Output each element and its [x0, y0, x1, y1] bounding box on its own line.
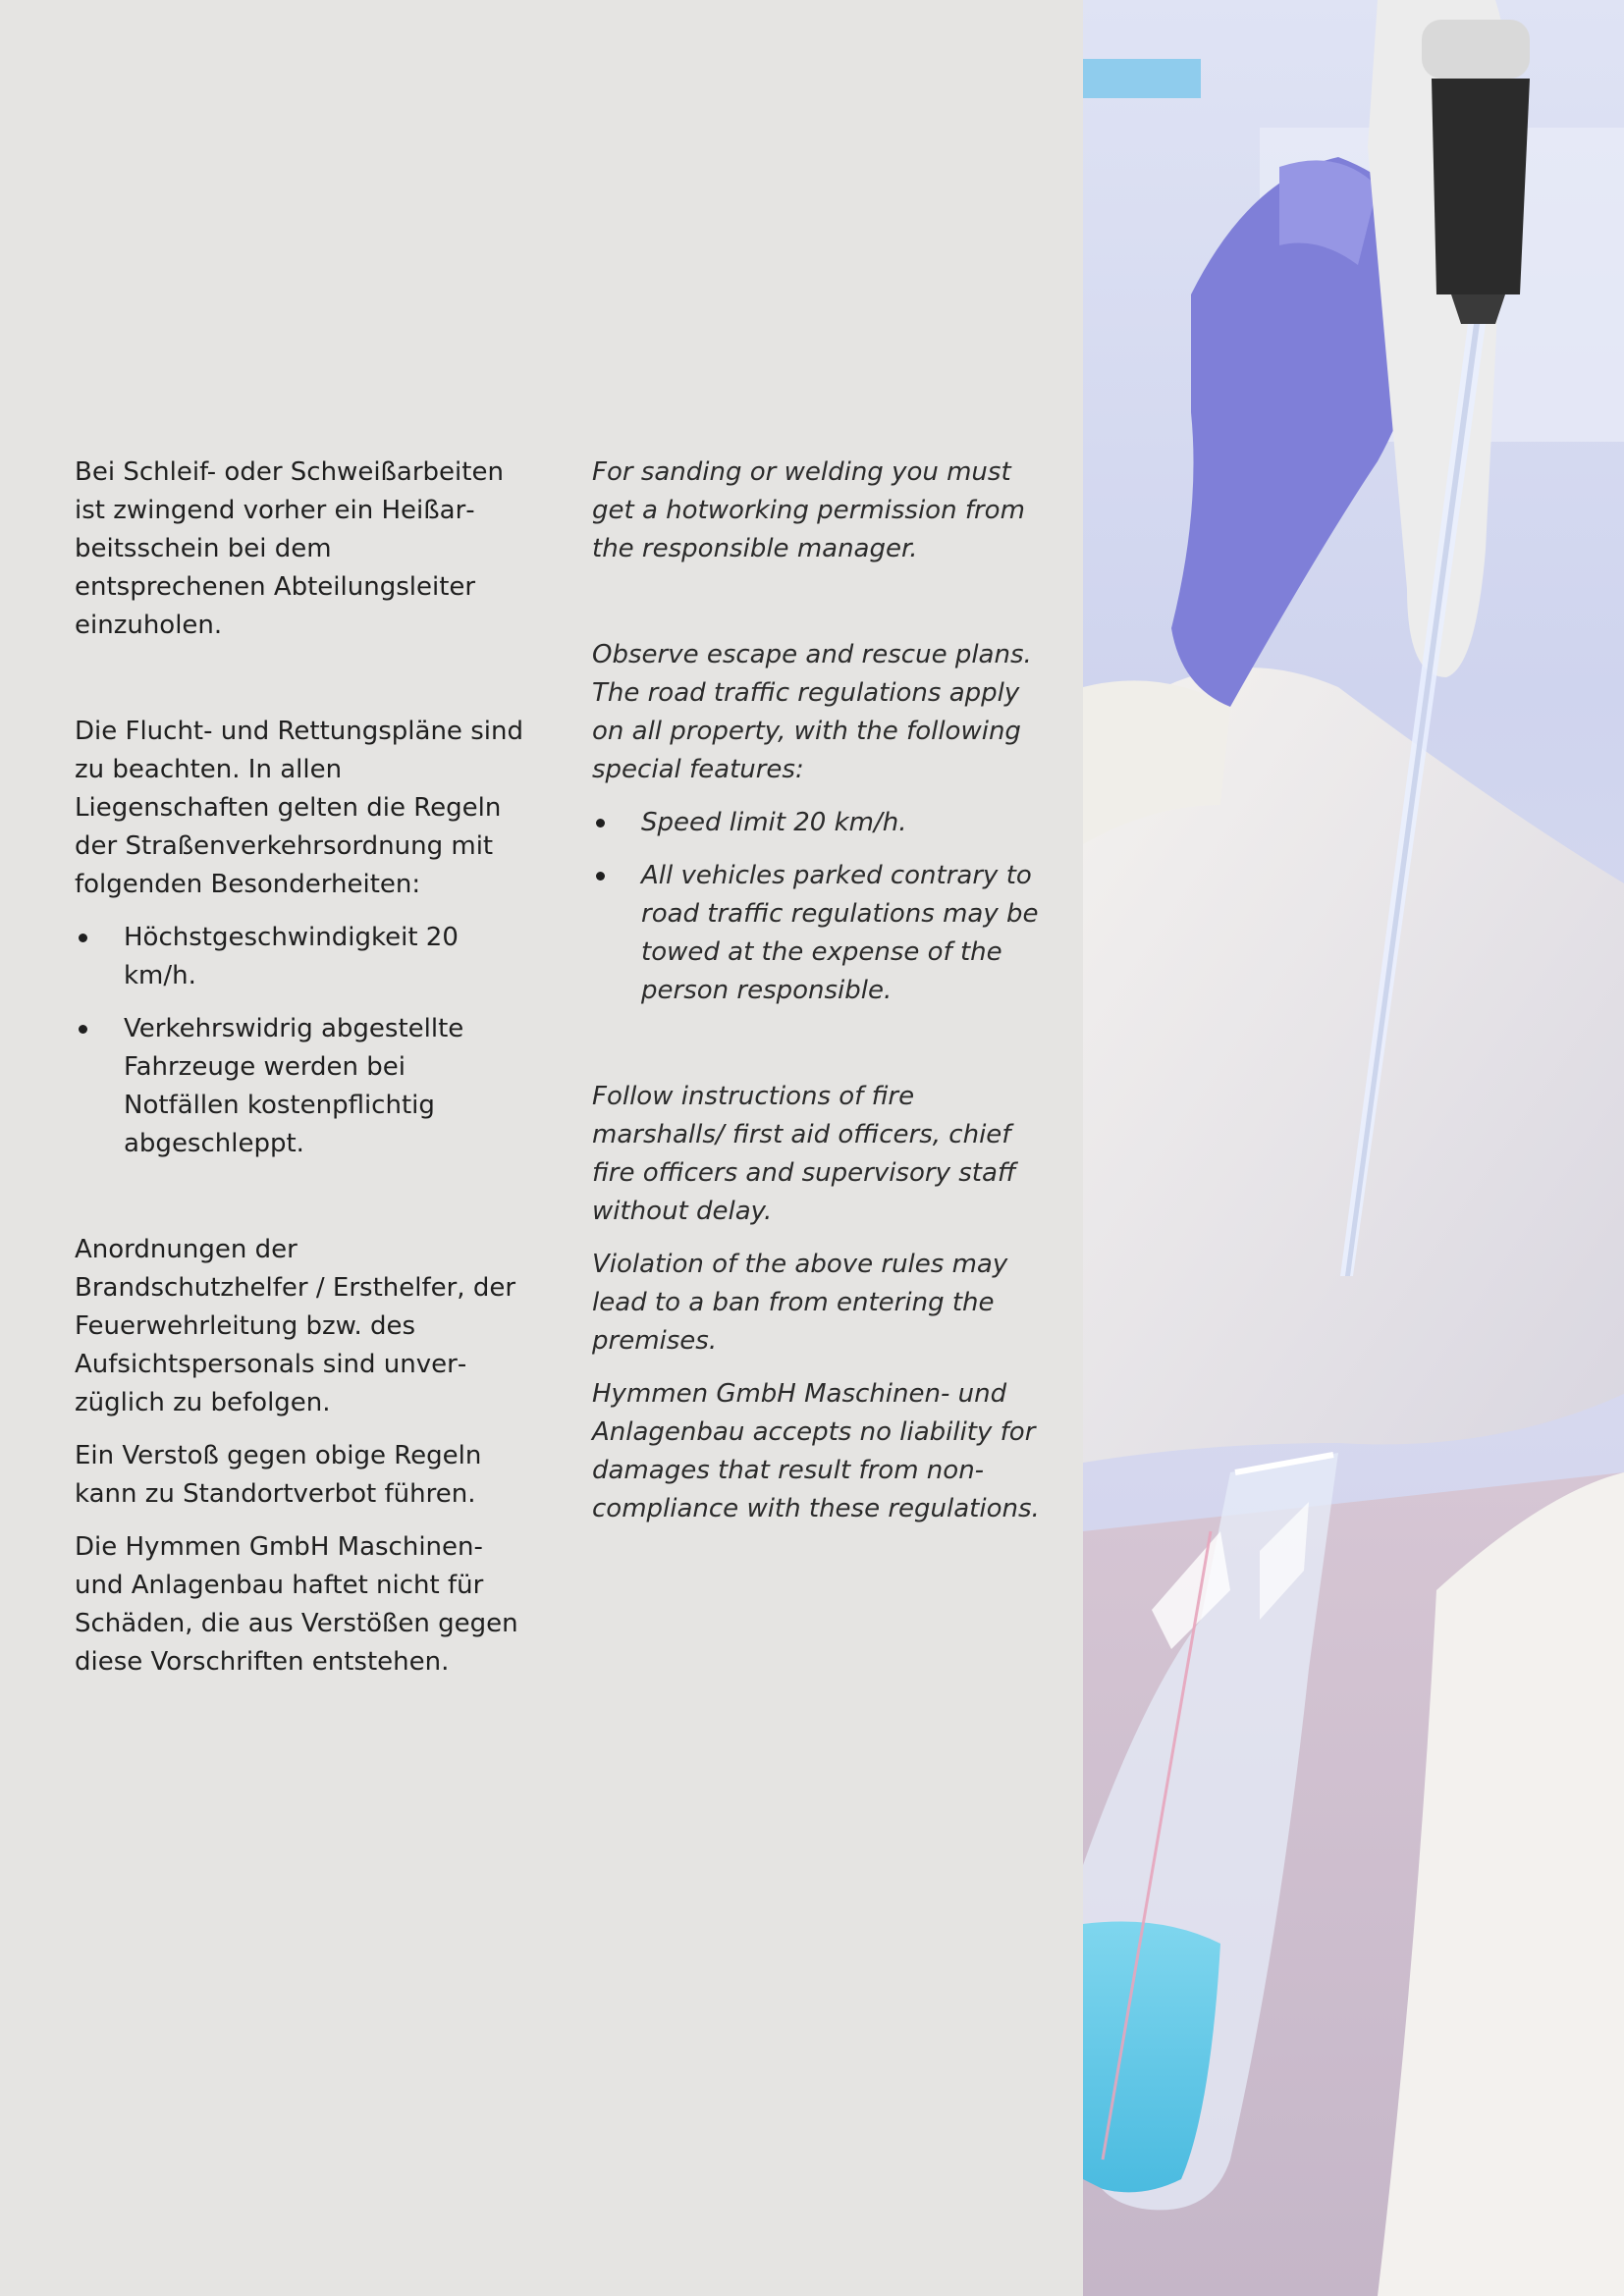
english-paragraph-liability: Hymmen GmbH Maschinen- und Anlagenbau accepts no liability for damages that result from non-compliance with these regulations.: [592, 1379, 1040, 1523]
german-paragraph-hotwork: Bei Schleif- oder Schweißarbeiten ist zwingend vorher ein Heißarbeitsschein bei dem entsprechenen Abteilungsleiter einzuholen.: [75, 457, 504, 640]
german-paragraph-escape-plans: Die Flucht- und Rettungspläne sind zu beachten. In allen Liegenschaften gelten die Regeln der Straßenverkehrsordnung mit folgenden Besonderheiten:: [75, 717, 523, 899]
lab-photo: [1083, 0, 1624, 2296]
german-bullet-towing: Verkehrswidrig abgestellte Fahrzeuge werden bei Notfällen kostenpflichtig abgeschleppt.: [75, 1010, 528, 1163]
pipette-head: [1432, 79, 1530, 294]
english-paragraph-instructions: Follow instructions of fire marshalls/ first aid officers, chief fire officers and supervisory staff without delay.: [592, 1082, 1016, 1226]
english-bullet-towing: All vehicles parked contrary to road traffic regulations may be towed at the expense of the person responsible.: [592, 857, 1046, 1010]
english-paragraph-violation: Violation of the above rules may lead to a ban from entering the premises.: [592, 1250, 1008, 1356]
german-bullet-list: [75, 919, 528, 1163]
background-blue-blur: [1083, 59, 1201, 98]
german-paragraph-instructions: Anordnungen der Brandschutzhelfer / Ersthelfer, der Feuerwehrleitung bzw. des Aufsichtspersonals sind unverzüglich zu befolgen.: [75, 1235, 516, 1417]
english-bullet-speed-limit: Speed limit 20 km/h.: [592, 804, 1046, 842]
german-paragraph-violation: Ein Verstoß gegen obige Regeln kann zu Standortverbot führen.: [75, 1441, 482, 1509]
german-bullet-speed-limit: Höchstgeschwindigkeit 20 km/h.: [75, 919, 528, 995]
english-paragraph-escape-plans: Observe escape and rescue plans. The road traffic regulations apply on all property, with the following special features:: [592, 640, 1032, 784]
german-paragraph-liability: Die Hymmen GmbH Maschinen- und Anlagenbau haftet nicht für Schäden, die aus Verstößen gegen diese Vorschriften entstehen.: [75, 1532, 518, 1677]
english-column: [592, 454, 1046, 1528]
german-column: [75, 454, 528, 1682]
english-paragraph-hotwork: For sanding or welding you must get a hotworking permission from the responsible manager.: [592, 457, 1025, 563]
english-bullet-list: [592, 804, 1046, 1010]
